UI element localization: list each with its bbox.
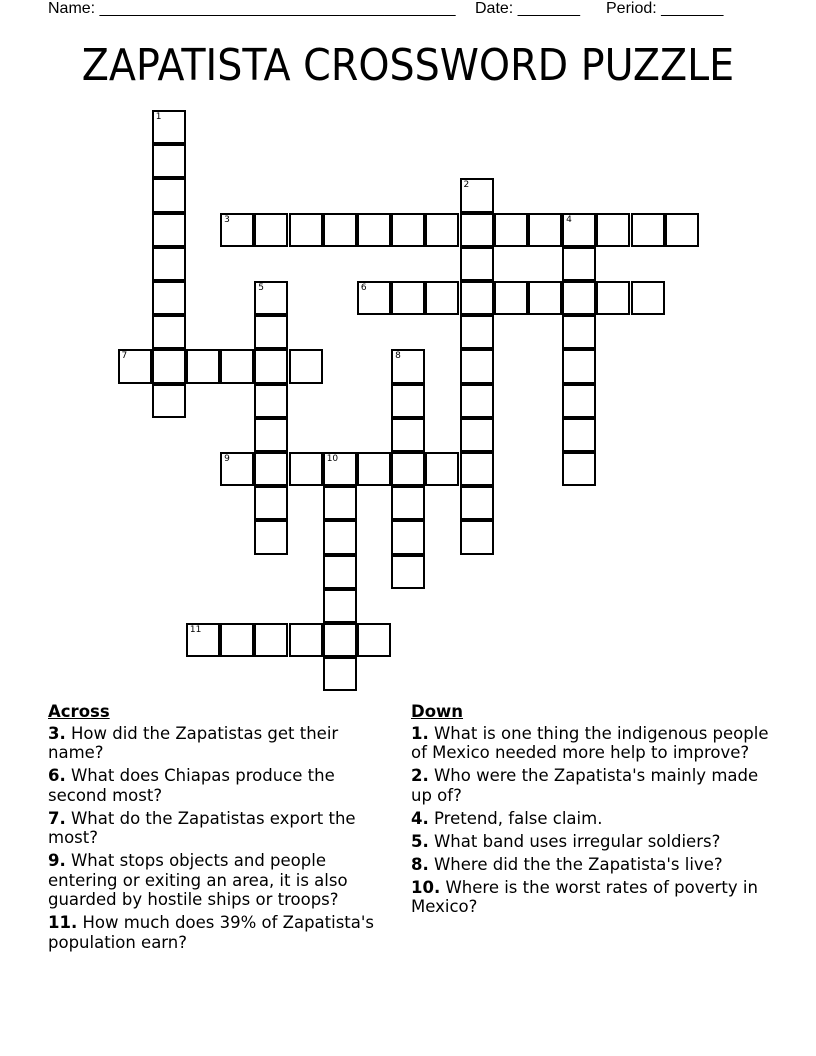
crossword-cell[interactable]: [357, 281, 391, 315]
crossword-cell[interactable]: [460, 281, 494, 315]
crossword-cell[interactable]: [425, 213, 459, 247]
clue-number: 6.: [48, 766, 66, 785]
clue-text: Pretend, false claim.: [428, 808, 603, 828]
crossword-cell[interactable]: [460, 349, 494, 383]
across-clue: [48, 724, 398, 763]
clue-number: 1.: [411, 723, 429, 743]
crossword-cell[interactable]: [460, 213, 494, 247]
crossword-cell[interactable]: [254, 384, 288, 418]
crossword-cell[interactable]: [220, 452, 254, 486]
crossword-cell[interactable]: [152, 110, 186, 144]
clue-number-label: 1: [155, 112, 162, 122]
clue-number: 7.: [48, 808, 66, 828]
crossword-cell[interactable]: [562, 213, 596, 247]
crossword-cell[interactable]: [152, 315, 186, 349]
crossword-cell[interactable]: [460, 315, 494, 349]
crossword-cell[interactable]: [254, 349, 288, 383]
clue-number-label: 6: [360, 283, 367, 293]
crossword-cell[interactable]: [460, 452, 494, 486]
clue-text: What stops objects and people entering or exiting an area, it is also guarded by hostile ships or troops?: [48, 851, 348, 909]
crossword-cell[interactable]: [152, 384, 186, 418]
down-clue: [411, 766, 771, 805]
crossword-cell[interactable]: [528, 281, 562, 315]
crossword-cell[interactable]: [289, 452, 323, 486]
clue-number-label: 8: [395, 351, 401, 362]
clue-number-label: 9: [224, 454, 230, 464]
crossword-cell[interactable]: [391, 418, 425, 452]
across-clue: [48, 851, 398, 910]
name-field[interactable]: Name: ________________________________________: [48, 0, 456, 17]
crossword-cell[interactable]: [391, 281, 425, 315]
crossword-cell[interactable]: [562, 418, 596, 452]
down-clue: [411, 724, 771, 763]
crossword-cell[interactable]: [460, 418, 494, 452]
crossword-cell[interactable]: [323, 555, 357, 589]
crossword-cell[interactable]: [254, 486, 288, 520]
crossword-cell[interactable]: [391, 349, 425, 383]
crossword-cell[interactable]: [460, 486, 494, 520]
crossword-cell[interactable]: [220, 213, 254, 247]
clue-number-label: 10: [326, 454, 339, 464]
period-field[interactable]: Period: _______: [606, 0, 724, 17]
crossword-cell[interactable]: [460, 247, 494, 281]
crossword-cell[interactable]: [460, 384, 494, 418]
clue-number-label: 2: [463, 180, 470, 191]
clue-number: 5.: [411, 831, 429, 851]
crossword-cell[interactable]: [357, 623, 391, 657]
crossword-cell[interactable]: [596, 213, 630, 247]
clue-text: Where did the the Zapatista's live?: [428, 854, 723, 874]
down-clue: [411, 809, 771, 829]
crossword-cell[interactable]: [152, 144, 186, 178]
crossword-cell[interactable]: [494, 281, 528, 315]
across-clues: [48, 702, 398, 956]
clue-number: 9.: [48, 851, 66, 870]
clue-text: What band uses irregular soldiers?: [428, 831, 721, 851]
clue-number: 8.: [411, 854, 429, 874]
crossword-cell[interactable]: [562, 315, 596, 349]
clue-text: What does Chiapas produce the second most?: [48, 766, 335, 805]
crossword-cell[interactable]: [254, 281, 288, 315]
crossword-cell[interactable]: [391, 384, 425, 418]
clue-text: What do the Zapatistas export the most?: [48, 808, 356, 847]
crossword-cell[interactable]: [425, 452, 459, 486]
crossword-cell[interactable]: [254, 315, 288, 349]
crossword-cell[interactable]: [357, 452, 391, 486]
crossword-cell[interactable]: [528, 213, 562, 247]
crossword-cell[interactable]: [323, 589, 357, 623]
clue-text: Who were the Zapatista's mainly made up of?: [411, 766, 759, 805]
crossword-cell[interactable]: [152, 349, 186, 383]
crossword-cell[interactable]: [391, 520, 425, 554]
crossword-cell[interactable]: [562, 452, 596, 486]
crossword-cell[interactable]: [596, 281, 630, 315]
clue-text: How much does 39% of Zapatista's population earn?: [48, 913, 375, 952]
crossword-cell[interactable]: [152, 281, 186, 315]
across-heading: Across: [48, 702, 110, 721]
crossword-cell[interactable]: [254, 418, 288, 452]
crossword-cell[interactable]: [289, 349, 323, 383]
crossword-cell[interactable]: [391, 213, 425, 247]
crossword-cell[interactable]: [357, 213, 391, 247]
clue-text: How did the Zapatistas get their name?: [48, 723, 339, 762]
clue-number-label: 7: [121, 351, 128, 362]
clue-number: 11.: [48, 913, 78, 932]
down-clues: [411, 702, 771, 920]
down-clue: [411, 878, 771, 917]
clue-number-label: 3: [224, 214, 230, 225]
crossword-cell[interactable]: [494, 213, 528, 247]
crossword-cell[interactable]: [562, 384, 596, 418]
crossword-cell[interactable]: [460, 520, 494, 554]
clue-number: 3.: [48, 723, 66, 743]
clue-number: 10.: [411, 877, 441, 897]
crossword-cell[interactable]: [391, 452, 425, 486]
crossword-cell[interactable]: [152, 213, 186, 247]
crossword-cell[interactable]: [631, 213, 665, 247]
crossword-cell[interactable]: [118, 349, 152, 383]
crossword-cell[interactable]: [254, 452, 288, 486]
crossword-cell[interactable]: [254, 520, 288, 554]
date-field[interactable]: Date: _______: [475, 0, 580, 17]
clue-text: What is one thing the indigenous people of Mexico needed more help to improve?: [411, 723, 769, 762]
across-clue: [48, 766, 398, 805]
crossword-cell[interactable]: [220, 623, 254, 657]
puzzle-title: ZAPATISTA CROSSWORD PUZZLE: [81, 40, 735, 91]
crossword-cell[interactable]: [562, 281, 596, 315]
crossword-cell[interactable]: [254, 213, 288, 247]
crossword-cell[interactable]: [631, 281, 665, 315]
clue-number-label: 4: [566, 214, 572, 225]
crossword-cell[interactable]: [391, 486, 425, 520]
crossword-cell[interactable]: [323, 452, 357, 486]
clue-number-label: 5: [258, 283, 265, 293]
crossword-cell[interactable]: [665, 213, 699, 247]
clue-number-label: 11: [189, 625, 202, 635]
clue-number: 4.: [411, 808, 429, 828]
across-clue: [48, 809, 398, 848]
crossword-cell[interactable]: [425, 281, 459, 315]
clue-text: Where is the worst rates of poverty in Mexico?: [411, 877, 758, 916]
crossword-cell[interactable]: [289, 213, 323, 247]
crossword-cell[interactable]: [254, 623, 288, 657]
crossword-cell[interactable]: [152, 247, 186, 281]
crossword-cell[interactable]: [323, 520, 357, 554]
crossword-cell[interactable]: [460, 178, 494, 212]
crossword-cell[interactable]: [220, 349, 254, 383]
down-clue: [411, 855, 771, 875]
crossword-cell[interactable]: [323, 657, 357, 691]
crossword-cell[interactable]: [391, 555, 425, 589]
crossword-cell[interactable]: [323, 486, 357, 520]
crossword-cell[interactable]: [562, 247, 596, 281]
down-clue: [411, 832, 771, 852]
crossword-cell[interactable]: [323, 623, 357, 657]
crossword-cell[interactable]: [186, 349, 220, 383]
clue-number: 2.: [411, 766, 429, 785]
crossword-cell[interactable]: [186, 623, 220, 657]
crossword-cell[interactable]: [323, 213, 357, 247]
crossword-cell[interactable]: [152, 178, 186, 212]
crossword-cell[interactable]: [562, 349, 596, 383]
down-heading: Down: [411, 702, 464, 721]
across-clue: [48, 913, 398, 952]
crossword-cell[interactable]: [289, 623, 323, 657]
